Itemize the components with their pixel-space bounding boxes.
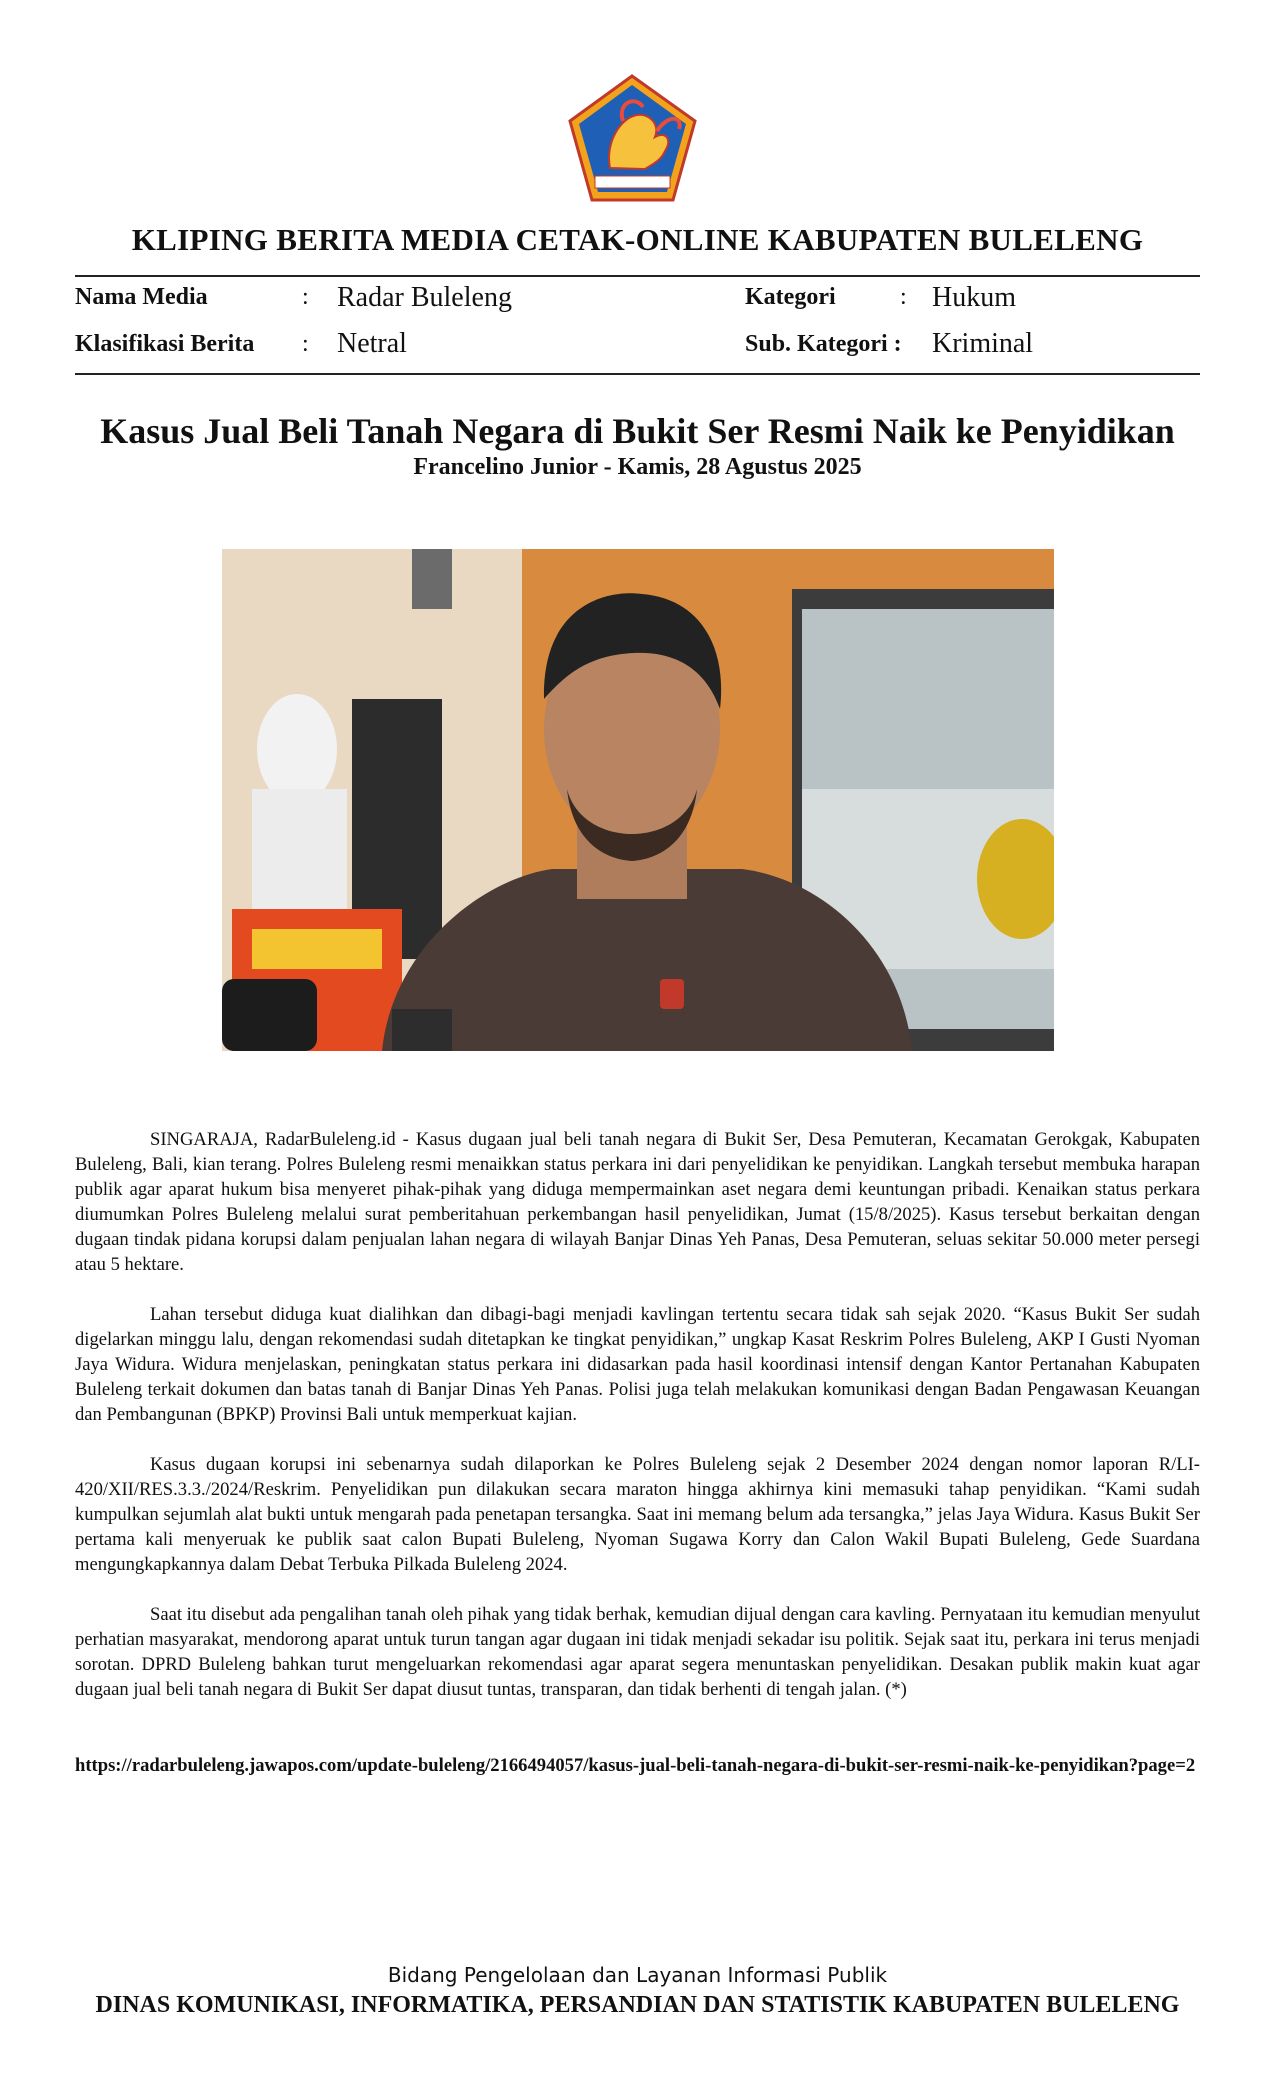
header-rule-bottom bbox=[75, 373, 1200, 375]
article-byline: Francelino Junior - Kamis, 28 Agustus 2025 bbox=[413, 454, 862, 480]
article-paragraph-2: Lahan tersebut diduga kuat dialihkan dan dibagi-bagi menjadi kavlingan tertentu secara tidak sah sejak 2020. “Kasus Bukit Ser sudah digelarkan minggu lalu, dengan rekomendasi sudah ditetapkan ke tingkat penyidikan,” ungkap Kasat Reskrim Polres Buleleng, AKP I Gusti Nyoman Jaya Widura. Widura menjelaskan, peningkatan status perkara ini didasarkan pada hasil koordinasi intensif dengan Kantor Pertanahan Kabupaten Buleleng terkait dokumen dan batas tanah di Banjar Dinas Yeh Panas. Polisi juga telah melakukan komunikasi dengan Badan Pengawasan Keuangan dan Pembangunan (BPKP) Provinsi Bali untuk memperkuat kajian. bbox=[75, 1304, 1200, 1425]
media-name-label: Nama Media bbox=[75, 284, 208, 310]
article-paragraph-1: SINGARAJA, RadarBuleleng.id - Kasus dugaan jual beli tanah negara di Bukit Ser, Desa Pemuteran, Kecamatan Gerokgak, Kabupaten Buleleng, Bali, kian terang. Polres Buleleng resmi menaikkan status perkara ini dari penyelidikan ke penyidikan. Langkah tersebut membuka harapan publik agar aparat hukum bisa menyeret pihak-pihak yang diduga mempermainkan aset negara demi keuntungan pribadi. Kenaikan status perkara diumumkan Polres Buleleng melalui surat pemberitahuan perkembangan hasil penyelidikan, Jumat (15/8/2025). Kasus tersebut berkaitan dengan dugaan tindak pidana korupsi dalam penjualan lahan negara di wilayah Banjar Dinas Yeh Panas, Desa Pemuteran, seluas sekitar 50.000 meter persegi atau 5 hektare. bbox=[75, 1129, 1200, 1275]
source-link[interactable]: https://radarbuleleng.jawapos.com/update-buleleng/2166494057/kasus-jual-beli-tanah-negara-di-bukit-ser-resmi-naik-ke-penyidikan?page=2 bbox=[75, 1755, 1196, 1776]
article-paragraph-3: Kasus dugaan korupsi ini sebenarnya sudah dilaporkan ke Polres Buleleng sejak 2 Desember 2024 dengan nomor laporan R/LI-420/XII/RES.3.3./2024/Reskrim. Penyelidikan pun dilakukan secara maraton hingga akhirnya kini memasuki tahap penyidikan. “Kami sudah kumpulkan sejumlah alat bukti untuk mengarah pada penetapan tersangka. Saat ini memang belum ada tersangka,” jelas Jaya Widura. Kasus Bukit Ser pertama kali menyeruak ke publik saat calon Bupati Buleleng, Nyoman Sugawa Korry dan Calon Wakil Bupati Buleleng, Gede Suardana mengungkapkannya dalam Debat Terbuka Pilkada Buleleng 2024. bbox=[75, 1454, 1200, 1575]
subcategory-label: Sub. Kategori : bbox=[745, 331, 902, 357]
footer-agency: DINAS KOMUNIKASI, INFORMATIKA, PERSANDIAN DAN STATISTIK KABUPATEN BULELENG bbox=[95, 1992, 1180, 2018]
classification-value: Netral bbox=[337, 328, 407, 359]
subcategory-value: Kriminal bbox=[932, 328, 1034, 359]
article-paragraph-4: Saat itu disebut ada pengalihan tanah oleh pihak yang tidak berhak, kemudian dijual dengan cara kavling. Pernyataan itu kemudian menyulut perhatian masyarakat, mendorong aparat untuk turun tangan agar dugaan ini tidak menjadi sekadar isu politik. Sejak saat itu, perkara ini terus menjadi sorotan. DPRD Buleleng bahkan turut mengeluarkan rekomendasi agar aparat segera menuntaskan penyelidikan. Desakan publik makin kuat agar dugaan jual beli tanah negara di Bukit Ser dapat diusut tuntas, transparan, dan tidak berhenti di tengah jalan. (*) bbox=[75, 1604, 1200, 1700]
article-title: Kasus Jual Beli Tanah Negara di Bukit Ser Resmi Naik ke Penyidikan bbox=[100, 411, 1175, 451]
buleleng-emblem-logo bbox=[565, 73, 700, 203]
classification-label: Klasifikasi Berita bbox=[75, 331, 255, 357]
category-value: Hukum bbox=[932, 282, 1016, 313]
classification-colon: : bbox=[302, 331, 309, 357]
document-header-title: KLIPING BERITA MEDIA CETAK-ONLINE KABUPATEN BULELENG bbox=[131, 222, 1144, 257]
media-name-value: Radar Buleleng bbox=[337, 282, 512, 313]
article-body bbox=[75, 1127, 1200, 1727]
article-photo bbox=[222, 549, 1054, 1051]
media-name-colon: : bbox=[302, 284, 309, 310]
category-colon: : bbox=[900, 284, 907, 310]
header-rule-top bbox=[75, 275, 1200, 277]
category-label: Kategori bbox=[745, 284, 836, 310]
footer-department: Bidang Pengelolaan dan Layanan Informasi Publik bbox=[387, 1963, 888, 1987]
